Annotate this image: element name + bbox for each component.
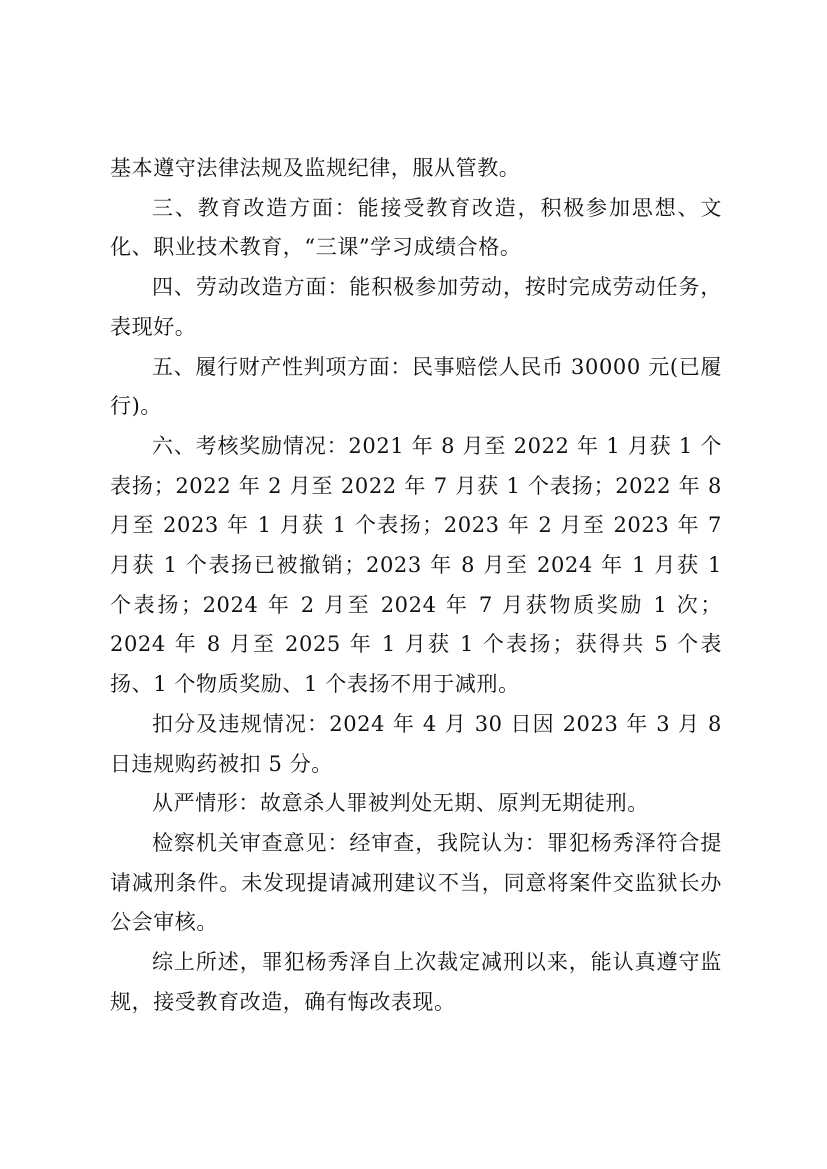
paragraph-continuation: 基本遵守法律法规及监规纪律，服从管教。 bbox=[110, 156, 521, 180]
document-body bbox=[110, 149, 722, 1022]
paragraph-property-judgment: 五、履行财产性判项方面：民事赔偿人民币 30000 元(已履行)。 bbox=[110, 354, 722, 419]
paragraph-labor-reform: 四、劳动改造方面：能积极参加劳动，按时完成劳动任务，表现好。 bbox=[110, 275, 722, 339]
paragraph-assessment-rewards: 六、考核奖励情况：2021 年 8 月至 2022 年 1 月获 1 个表扬；2022 年 2 月至 2022 年 7 月获 1 个表扬；2022 年 8 月至 2023 年 1 月获 1 个表扬；2023 年 2 月至 2023 年 7 月获 1 个表扬已被撤销；2023 年 8 月至 2024 年 1 月获 1 个表扬；2024 年 2 月至 2024 年 7 月获物质奖励 1 次；2024 年 8 月至 2025 年 1 月获 1 个表扬；获得共 5 个表扬、1 个物质奖励、1 个表扬不用于减刑。 bbox=[110, 433, 722, 697]
paragraph-deductions-violations: 扣分及违规情况：2024 年 4 月 30 日因 2023 年 3 月 8 日违规购药被扣 5 分。 bbox=[110, 711, 722, 776]
paragraph-education-reform: 三、教育改造方面：能接受教育改造，积极参加思想、文化、职业技术教育，“三课”学习成绩合格。 bbox=[110, 195, 722, 260]
paragraph-strict-circumstances: 从严情形：故意杀人罪被判处无期、原判无期徒刑。 bbox=[152, 791, 649, 816]
paragraph-procuratorate-opinion: 检察机关审查意见：经审查，我院认为：罪犯杨秀泽符合提请减刑条件。未发现提请减刑建议不当，同意将案件交监狱长办公会审核。 bbox=[110, 830, 722, 935]
paragraph-conclusion: 综上所述，罪犯杨秀泽自上次裁定减刑以来，能认真遵守监规，接受教育改造，确有悔改表现。 bbox=[110, 950, 722, 1014]
